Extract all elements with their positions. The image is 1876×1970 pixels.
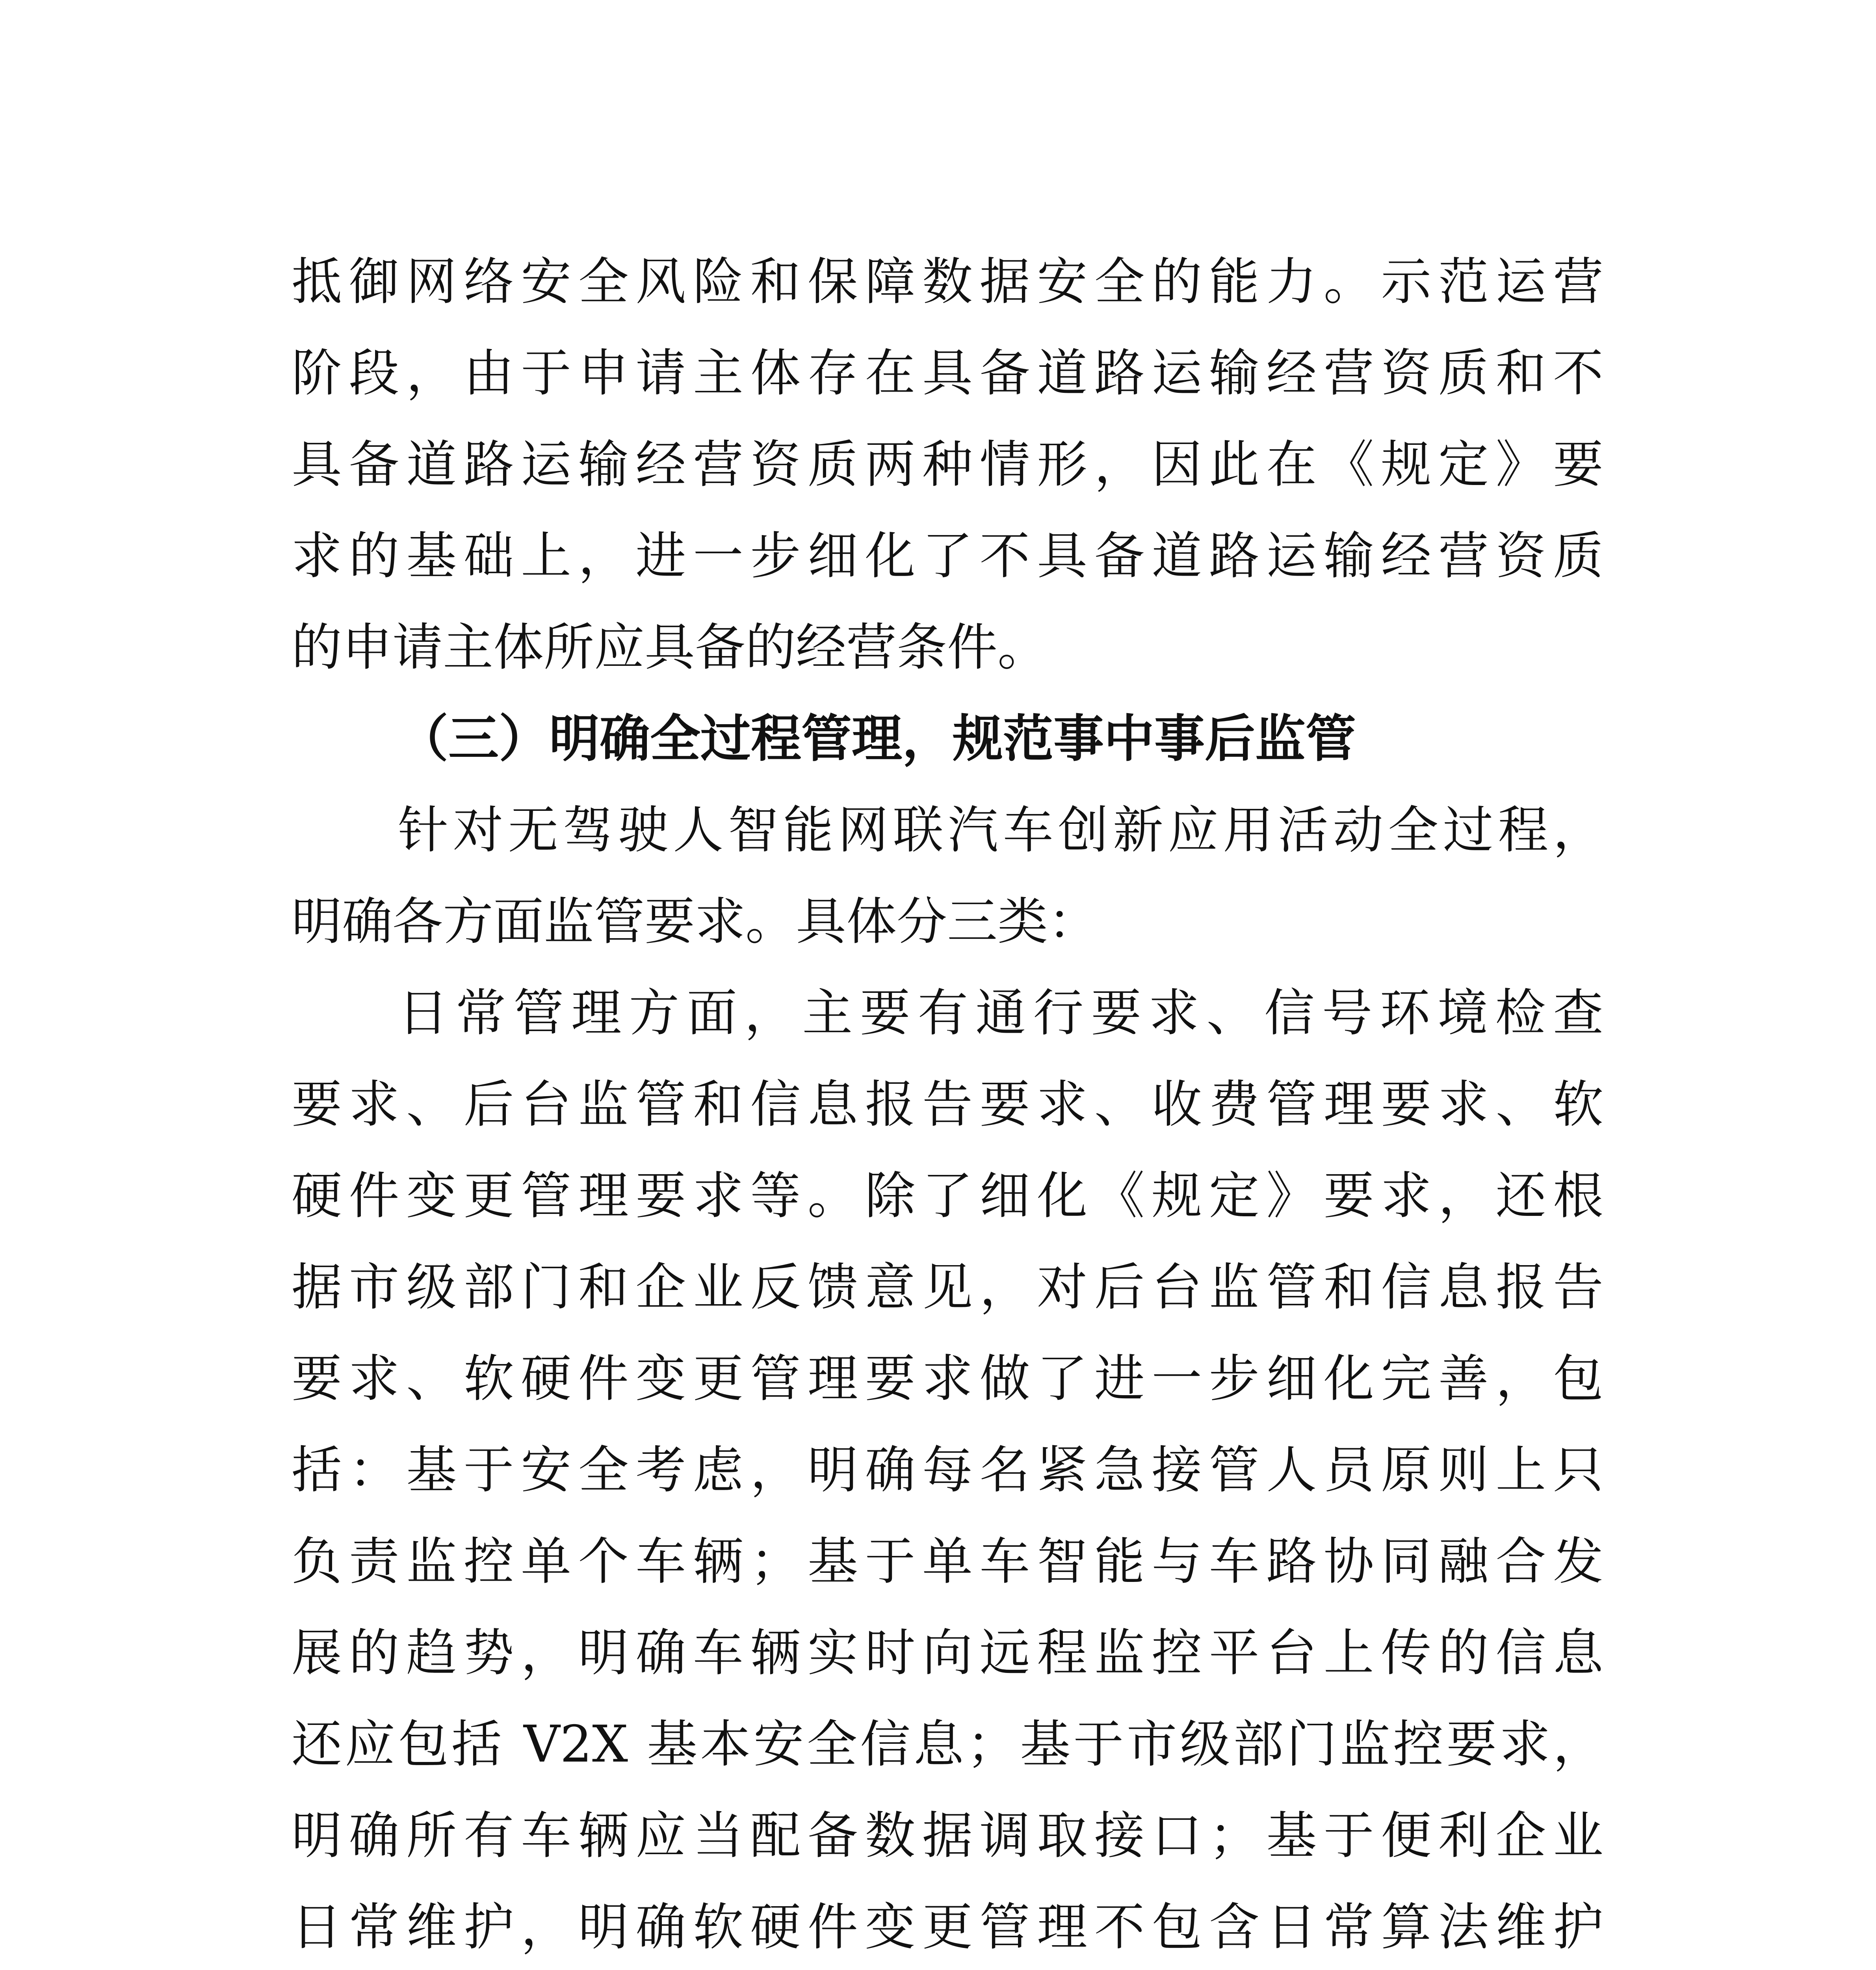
text-line: 的申请主体所应具备的经营条件。 xyxy=(292,618,1048,677)
section-heading xyxy=(292,693,1603,785)
text-line: 还应包括 V2X 基本安全信息；基于市级部门监控要求， xyxy=(292,1715,1603,1774)
text-line: 要求、软硬件变更管理要求做了进一步细化完善，包 xyxy=(292,1349,1603,1408)
text-line: 明确各方面监管要求。具体分三类： xyxy=(292,892,1099,951)
text-line: 负责监控单个车辆；基于单车智能与车路协同融合发 xyxy=(292,1532,1603,1591)
text-line: 硬件变更管理要求等。除了细化《规定》要求，还根 xyxy=(292,1167,1603,1225)
text-line: 明确所有车辆应当配备数据调取接口；基于便利企业 xyxy=(292,1806,1603,1865)
text-line: 日常管理方面，主要有通行要求、信号环境检查 xyxy=(398,984,1603,1043)
text-line: 针对无驾驶人智能网联汽车创新应用活动全过程， xyxy=(398,801,1603,860)
text-line: 抵御网络安全风险和保障数据安全的能力。示范运营 xyxy=(292,253,1603,311)
text-line: 求的基础上，进一步细化了不具备道路运输经营资质 xyxy=(292,527,1603,585)
paragraph-1 xyxy=(292,236,1603,693)
text-line: 据市级部门和企业反馈意见，对后台监管和信息报告 xyxy=(292,1258,1603,1317)
text-line: 日常维护，明确软硬件变更管理不包含日常算法维护 xyxy=(292,1898,1603,1957)
text-line: 具备道路运输经营资质两种情形，因此在《规定》要 xyxy=(292,435,1603,494)
paragraph-3 xyxy=(292,968,1603,1970)
text-line: 阶段，由于申请主体存在具备道路运输经营资质和不 xyxy=(292,344,1603,403)
text-line: 展的趋势，明确车辆实时向远程监控平台上传的信息 xyxy=(292,1624,1603,1682)
text-line: 括：基于安全考虑，明确每名紧急接管人员原则上只 xyxy=(292,1441,1603,1500)
paragraph-2 xyxy=(292,785,1603,968)
heading-text: （三）明确全过程管理，规范事中事后监管 xyxy=(398,710,1356,768)
text-line: 要求、后台监管和信息报告要求、收费管理要求、软 xyxy=(292,1075,1603,1134)
